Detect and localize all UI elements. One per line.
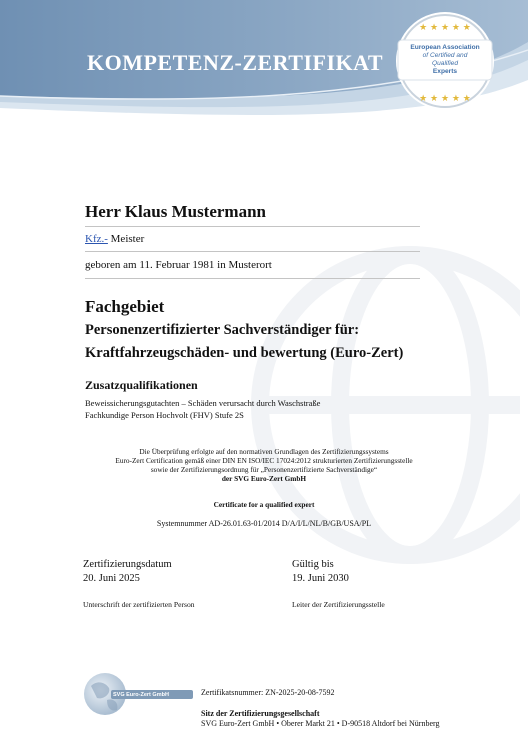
occupation-title: Meister [107,233,145,245]
field-heading: Fachgebiet [85,297,165,316]
qualifications-heading: Zusatzqualifikationen [85,378,198,392]
statement-line-4: der SVG Euro-Zert GmbH [221,474,307,483]
valid-until-value: 19. Juni 2030 [292,573,349,584]
svg-eurozert-logo [83,670,193,718]
qualification-item: Fachkundige Person Hochvolt (FHV) Stufe 2S [85,410,244,420]
statement-line-2: Euro-Zert Certification gemäß einer DIN EN ISO/IEC 17024:2012 strukturierten Zertifizierungsstelle [115,456,413,465]
divider [85,226,420,227]
certificate-title: KOMPETENZ-ZERTIFIKAT [87,50,384,75]
system-number: Systemnummer AD-26.01.63-01/2014 D/A/I/L/NL/B/GB/USA/PL [156,519,372,528]
holder-occupation [85,233,144,245]
signature-person-label: Unterschrift der zertifizierten Person [83,600,195,609]
cert-date-label: Zertifizierungsdatum [83,559,172,570]
cert-date-value: 20. Juni 2025 [83,573,140,584]
certificate-label: Certificate for a qualified expert [213,500,315,509]
field-line-1: Personenzertifizierter Sachverständiger für: [85,322,360,338]
qualification-item: Beweissicherungsgutachten – Schäden verursacht durch Waschstraße [85,398,321,408]
seal-line-3: Experts [432,68,458,75]
divider [85,251,420,252]
field-line-2: Kraftfahrzeugschäden- und bewertung (Euro-Zert) [85,345,404,361]
occupation-prefix: Kfz.- [85,233,108,245]
holder-birth: geboren am 11. Februar 1981 in Musterort [85,259,272,271]
holder-name: Herr Klaus Mustermann [85,202,267,221]
association-seal [394,10,496,112]
certificate-number: Zertifikatsnummer: ZN-2025-20-08-7592 [201,688,335,697]
seal-line-1: European Association [410,44,480,51]
valid-until-label: Gültig bis [292,559,334,570]
seal-line-2: of Certified and Qualified [422,52,468,67]
statement-line-3: sowie der Zertifizierungsordnung für „Personenzertifizierte Sachverständige“ [150,465,378,474]
svg-text:★ ★ ★ ★ ★: ★ ★ ★ ★ ★ [419,23,471,33]
signature-office-label: Leiter der Zertifizierungsstelle [292,600,385,609]
divider [85,278,420,279]
statement-line-1: Die Überprüfung erfolgte auf den normativen Grundlagen des Zertifizierungssystems [139,447,389,456]
seat-heading: Sitz der Zertifizierungsgesellschaft [201,709,320,718]
company-address: SVG Euro-Zert GmbH • Oberer Markt 21 • D-90518 Altdorf bei Nürnberg [201,719,440,728]
logo-text: SVG Euro-Zert GmbH [113,692,169,698]
seal-text [410,44,480,76]
svg-text:★ ★ ★ ★ ★: ★ ★ ★ ★ ★ [419,94,471,104]
